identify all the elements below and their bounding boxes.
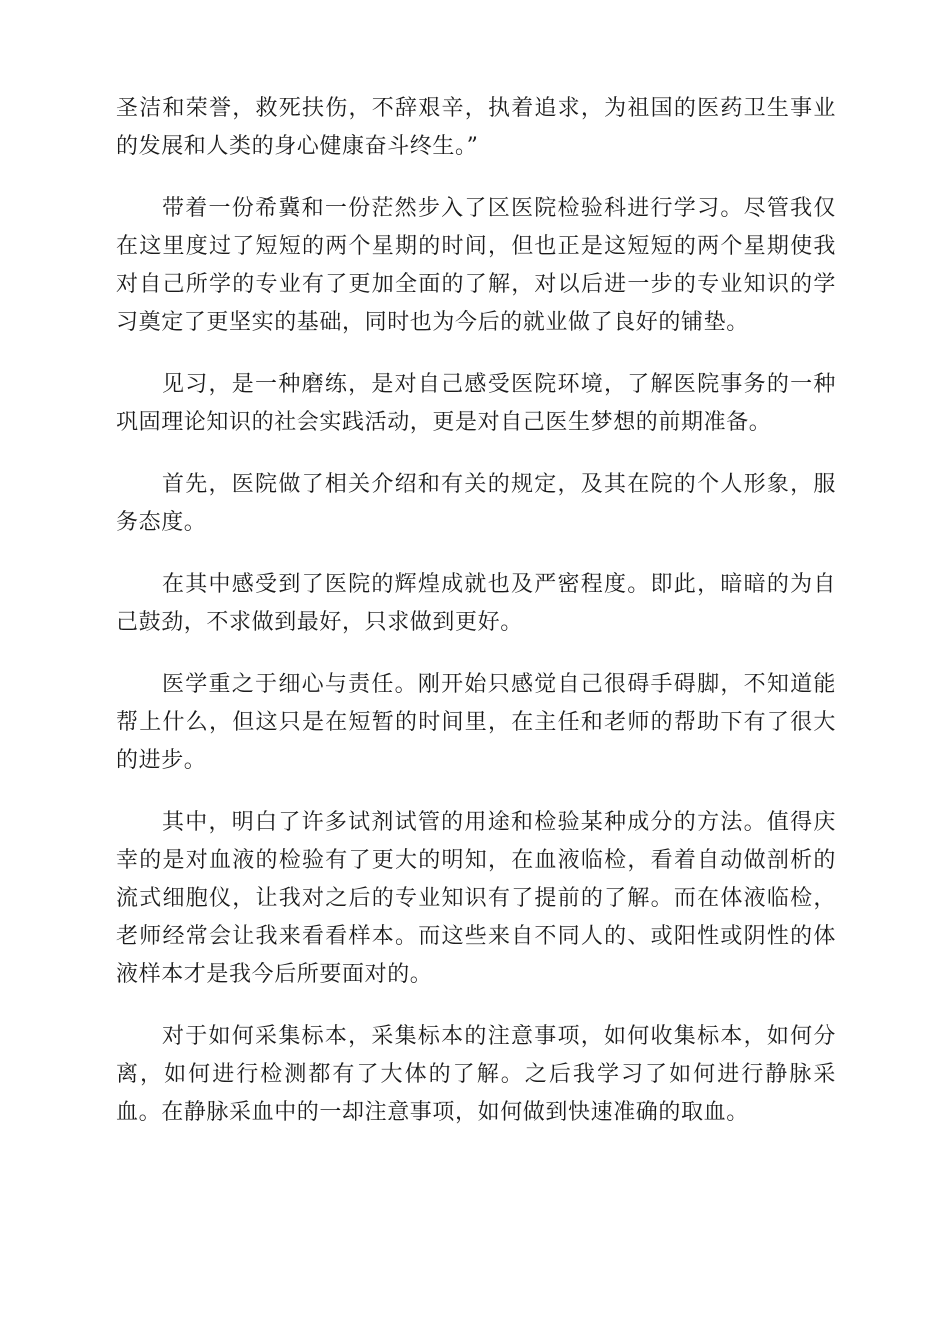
- paragraph-specimen-collection: 对于如何采集标本，采集标本的注意事项，如何收集标本，如何分离，如何进行检测都有了大体的了解。之后我学习了如何进行静脉采血。在静脉采血中的一却注意事项，如何做到快速准确的取血。: [116, 1024, 836, 1125]
- paragraph-care-responsibility: 医学重之于细心与责任。刚开始只感觉自己很碍手碍脚，不知道能帮上什么，但这只是在短暂的时间里，在主任和老师的帮助下有了很大的进步。: [116, 672, 836, 773]
- paragraph-hospital-introduction: 首先，医院做了相关介绍和有关的规定，及其在院的个人形象，服务态度。: [116, 472, 836, 535]
- document-body: [116, 90, 836, 1132]
- paragraph-continuation: 圣洁和荣誉，救死扶伤，不辞艰辛，执着追求，为祖国的医药卫生事业的发展和人类的身心健康奋斗终生。”: [116, 96, 836, 159]
- paragraph-lab-study: 带着一份希冀和一份茫然步入了区医院检验科进行学习。尽管我仅在这里度过了短短的两个星期的时间，但也正是这短短的两个星期使我对自己所学的专业有了更加全面的了解，对以后进一步的专业知识的学习奠定了更坚实的基础，同时也为今后的就业做了良好的铺垫。: [116, 196, 836, 335]
- paragraph-internship-meaning: 见习，是一种磨练，是对自己感受医院环境，了解医院事务的一种巩固理论知识的社会实践活动，更是对自己医生梦想的前期准备。: [116, 372, 836, 435]
- paragraph-reagents-testing: 其中，明白了许多试剂试管的用途和检验某种成分的方法。值得庆幸的是对血液的检验有了更大的明知，在血液临检，看着自动做剖析的流式细胞仪，让我对之后的专业知识有了提前的了解。而在体液临检，老师经常会让我来看看样本。而这些来自不同人的、或阳性或阴性的体液样本才是我今后所要面对的。: [116, 810, 836, 987]
- paragraph-hospital-achievements: 在其中感受到了医院的辉煌成就也及严密程度。即此，暗暗的为自己鼓劲，不求做到最好，只求做到更好。: [116, 572, 836, 635]
